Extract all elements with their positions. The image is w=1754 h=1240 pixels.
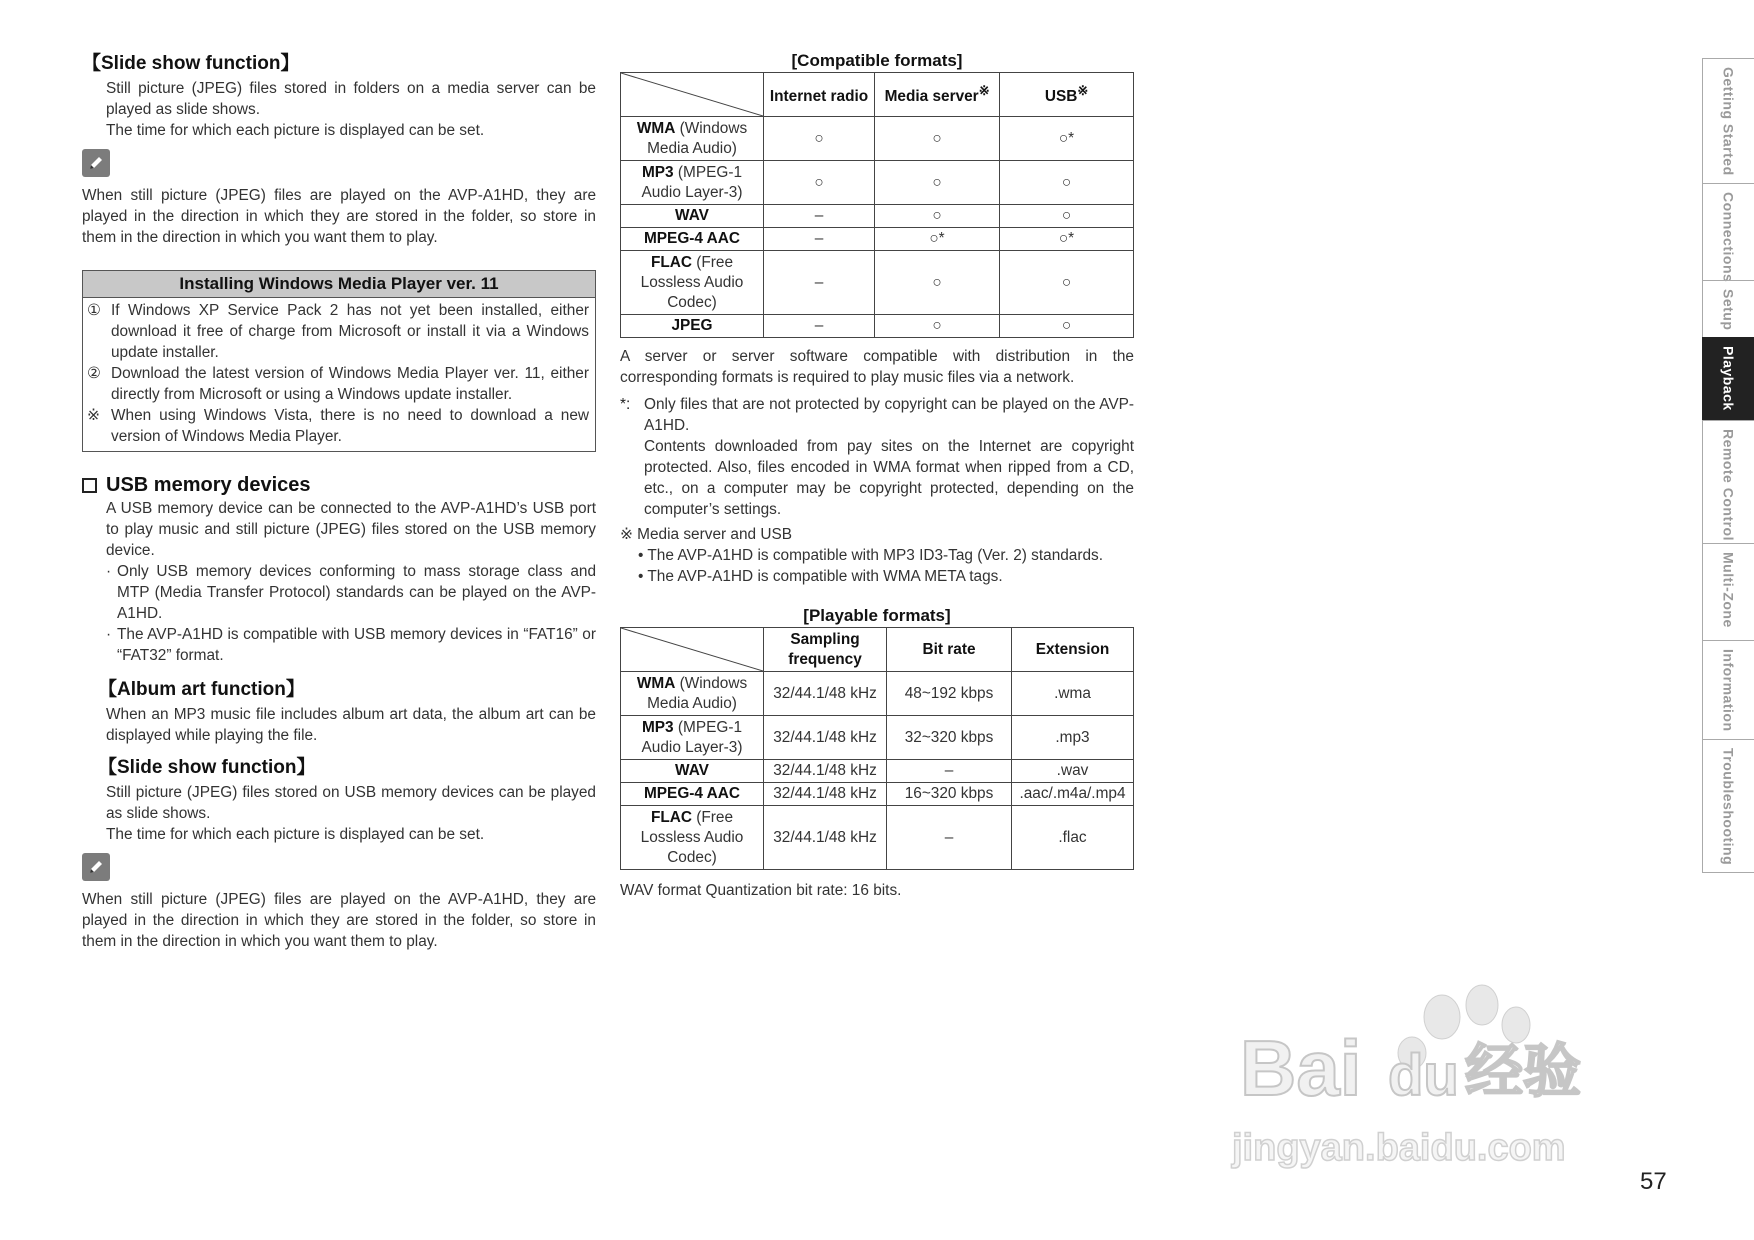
baidu-watermark-logo — [1220, 975, 1660, 1175]
chapter-tab[interactable] — [1702, 543, 1754, 640]
chapter-tab-label: Information — [1720, 649, 1737, 732]
compat-table — [620, 72, 1134, 338]
chapter-tab-label: Connections — [1720, 192, 1737, 283]
usb-desc: A USB memory device can be connected to the AVP-A1HD’s USB port to play music and still picture (JPEG) files stored on the USB memory device. — [106, 500, 596, 559]
col-header: Bit rate — [887, 628, 1012, 672]
format-name: WAV — [621, 205, 764, 228]
spec-cell: 32~320 kbps — [887, 716, 1012, 760]
table-row — [621, 205, 1134, 228]
wav-footnote: WAV format Quantization bit rate: 16 bits. — [620, 882, 902, 899]
wmp-install-box — [82, 270, 596, 452]
table-row — [621, 161, 1134, 205]
wmp-step: ※ When using Windows Vista, there is no need to download a new version of Windows Media Player. — [87, 407, 589, 445]
chapter-tab[interactable] — [1702, 280, 1754, 337]
ref-note-item: • The AVP-A1HD is compatible with WMA META tags. — [638, 568, 1003, 585]
col-header: Internet radio — [764, 73, 875, 117]
spec-cell: 32/44.1/48 kHz — [764, 716, 887, 760]
spec-cell: 48~192 kbps — [887, 672, 1012, 716]
chapter-tab-label: Multi-Zone — [1720, 552, 1737, 628]
support-cell: ○ — [764, 161, 875, 205]
chapter-tabs — [1702, 58, 1754, 873]
format-name: MPEG-4 AAC — [621, 228, 764, 251]
spec-cell: .aac/.m4a/.mp4 — [1012, 783, 1134, 806]
note-pencil-icon — [82, 149, 110, 177]
table-row — [621, 228, 1134, 251]
support-cell: ○ — [875, 205, 1000, 228]
usb-section-title: USB memory devices — [82, 472, 596, 498]
table-row — [621, 716, 1134, 760]
support-cell: ○ — [875, 315, 1000, 338]
playable-table — [620, 627, 1134, 870]
svg-text:Bai: Bai — [1240, 1024, 1362, 1112]
chapter-tab-label: Playback — [1720, 346, 1737, 411]
note-text-2: When still picture (JPEG) files are played on the AVP-A1HD, they are played in the direction in which they are stored in the folder, so store in them in the direction in which you want them to play. — [82, 891, 596, 950]
support-cell: ○ — [1000, 315, 1134, 338]
chapter-tab-label: Troubleshooting — [1720, 748, 1737, 866]
tab-divider — [1702, 872, 1754, 873]
col-header: Extension — [1012, 628, 1134, 672]
support-cell: – — [764, 228, 875, 251]
svg-text:jingyan.baidu.com: jingyan.baidu.com — [1232, 1127, 1566, 1169]
album-art-title: 【Album art function】 — [98, 679, 305, 700]
table-corner — [621, 628, 764, 672]
server-note: A server or server software compatible with distribution in the corresponding formats is required to play music files via a network. — [620, 348, 1134, 386]
spec-cell: 16~320 kbps — [887, 783, 1012, 806]
ref-note-item: • The AVP-A1HD is compatible with MP3 ID3-Tag (Ver. 2) standards. — [638, 547, 1104, 564]
left-column — [82, 50, 596, 952]
format-name: FLAC (Free Lossless Audio Codec) — [621, 251, 764, 315]
chapter-tab[interactable] — [1702, 640, 1754, 739]
table-corner — [621, 73, 764, 117]
compat-table-title: [Compatible formats] — [791, 51, 963, 70]
playable-table-title: [Playable formats] — [803, 606, 951, 625]
format-name: WMA (Windows Media Audio) — [621, 117, 764, 161]
chapter-tab[interactable] — [1702, 58, 1754, 183]
chapter-tab[interactable] — [1702, 420, 1754, 543]
table-row — [621, 117, 1134, 161]
copyright-note: *: Only files that are not protected by copyright can be played on the AVP-A1HD. Contents downloaded from pay sites on the Internet are copyright protected. Also, files encoded in WMA format when ripped from a CD, etc., on a computer may be copyright protected, depending on the computer’s settings. — [620, 396, 1134, 518]
col-header: USB※ — [1000, 73, 1134, 117]
format-name: FLAC (Free Lossless Audio Codec) — [621, 806, 764, 870]
spec-cell: 32/44.1/48 kHz — [764, 760, 887, 783]
support-cell: ○* — [1000, 228, 1134, 251]
album-art-desc: When an MP3 music file includes album art data, the album art can be displayed while playing the file. — [106, 706, 596, 744]
support-cell: ○ — [875, 161, 1000, 205]
spec-cell: 32/44.1/48 kHz — [764, 672, 887, 716]
col-header: Media server※ — [875, 73, 1000, 117]
wmp-box-title: Installing Windows Media Player ver. 11 — [83, 271, 595, 298]
middle-column — [620, 50, 1134, 901]
format-name: JPEG — [621, 315, 764, 338]
spec-cell: 32/44.1/48 kHz — [764, 806, 887, 870]
format-name: WAV — [621, 760, 764, 783]
checkbox-square-icon — [82, 478, 97, 493]
svg-text:du: du — [1388, 1043, 1459, 1108]
svg-text:经验: 经验 — [1465, 1037, 1582, 1105]
table-row — [621, 251, 1134, 315]
table-row — [621, 760, 1134, 783]
support-cell: ○ — [764, 117, 875, 161]
ref-note-title: ※ Media server and USB — [620, 526, 793, 543]
table-row — [621, 315, 1134, 338]
usb-bullet: · Only USB memory devices conforming to mass storage class and MTP (Media Transfer Protocol) standards can be played on the AVP-A1HD. — [106, 563, 596, 622]
format-name: MP3 (MPEG-1 Audio Layer-3) — [621, 716, 764, 760]
usb-bullet: · The AVP-A1HD is compatible with USB memory devices in “FAT16” or “FAT32” format. — [106, 626, 596, 664]
note-text: When still picture (JPEG) files are played on the AVP-A1HD, they are played in the direction in which they are stored in the folder, so store in them in the direction in which you want them to play. — [82, 187, 596, 246]
wmp-step: ① If Windows XP Service Pack 2 has not yet been installed, either download it free of charge from Microsoft or install it via a Windows update installer. — [87, 302, 589, 361]
support-cell: ○ — [1000, 205, 1134, 228]
spec-cell: .wma — [1012, 672, 1134, 716]
chapter-tab[interactable] — [1702, 183, 1754, 283]
spec-cell: – — [887, 806, 1012, 870]
table-row — [621, 806, 1134, 870]
format-name: WMA (Windows Media Audio) — [621, 672, 764, 716]
support-cell: – — [764, 315, 875, 338]
support-cell: ○ — [875, 117, 1000, 161]
spec-cell: .flac — [1012, 806, 1134, 870]
format-name: MPEG-4 AAC — [621, 783, 764, 806]
chapter-tab[interactable] — [1702, 739, 1754, 872]
support-cell: ○ — [875, 251, 1000, 315]
slideshow-usb-title: 【Slide show function】 — [98, 757, 316, 778]
spec-cell: .wav — [1012, 760, 1134, 783]
slideshow-desc-2: The time for which each picture is displayed can be set. — [106, 122, 485, 139]
chapter-tab[interactable] — [1702, 337, 1754, 420]
slideshow-usb-desc-2: The time for which each picture is displayed can be set. — [106, 826, 485, 843]
slideshow-desc: Still picture (JPEG) files stored in folders on a media server can be played as slide shows. — [106, 80, 596, 118]
support-cell: ○ — [1000, 251, 1134, 315]
page-number: 57 — [1640, 1168, 1667, 1195]
table-row — [621, 672, 1134, 716]
col-header: Sampling frequency — [764, 628, 887, 672]
chapter-tab-label: Getting Started — [1720, 67, 1737, 176]
spec-cell: – — [887, 760, 1012, 783]
support-cell: ○* — [875, 228, 1000, 251]
slideshow-title: 【Slide show function】 — [82, 53, 300, 74]
support-cell: ○* — [1000, 117, 1134, 161]
spec-cell: 32/44.1/48 kHz — [764, 783, 887, 806]
wmp-step: ② Download the latest version of Windows Media Player ver. 11, either directly from Microsoft or using a Windows update installer. — [87, 365, 589, 403]
format-name: MP3 (MPEG-1 Audio Layer-3) — [621, 161, 764, 205]
note-pencil-icon — [82, 853, 110, 881]
slideshow-usb-desc: Still picture (JPEG) files stored on USB memory devices can be played as slide shows. — [106, 784, 596, 822]
support-cell: ○ — [1000, 161, 1134, 205]
chapter-tab-label: Remote Control — [1720, 429, 1737, 541]
support-cell: – — [764, 251, 875, 315]
support-cell: – — [764, 205, 875, 228]
spec-cell: .mp3 — [1012, 716, 1134, 760]
table-row — [621, 783, 1134, 806]
chapter-tab-label: Setup — [1720, 289, 1737, 331]
